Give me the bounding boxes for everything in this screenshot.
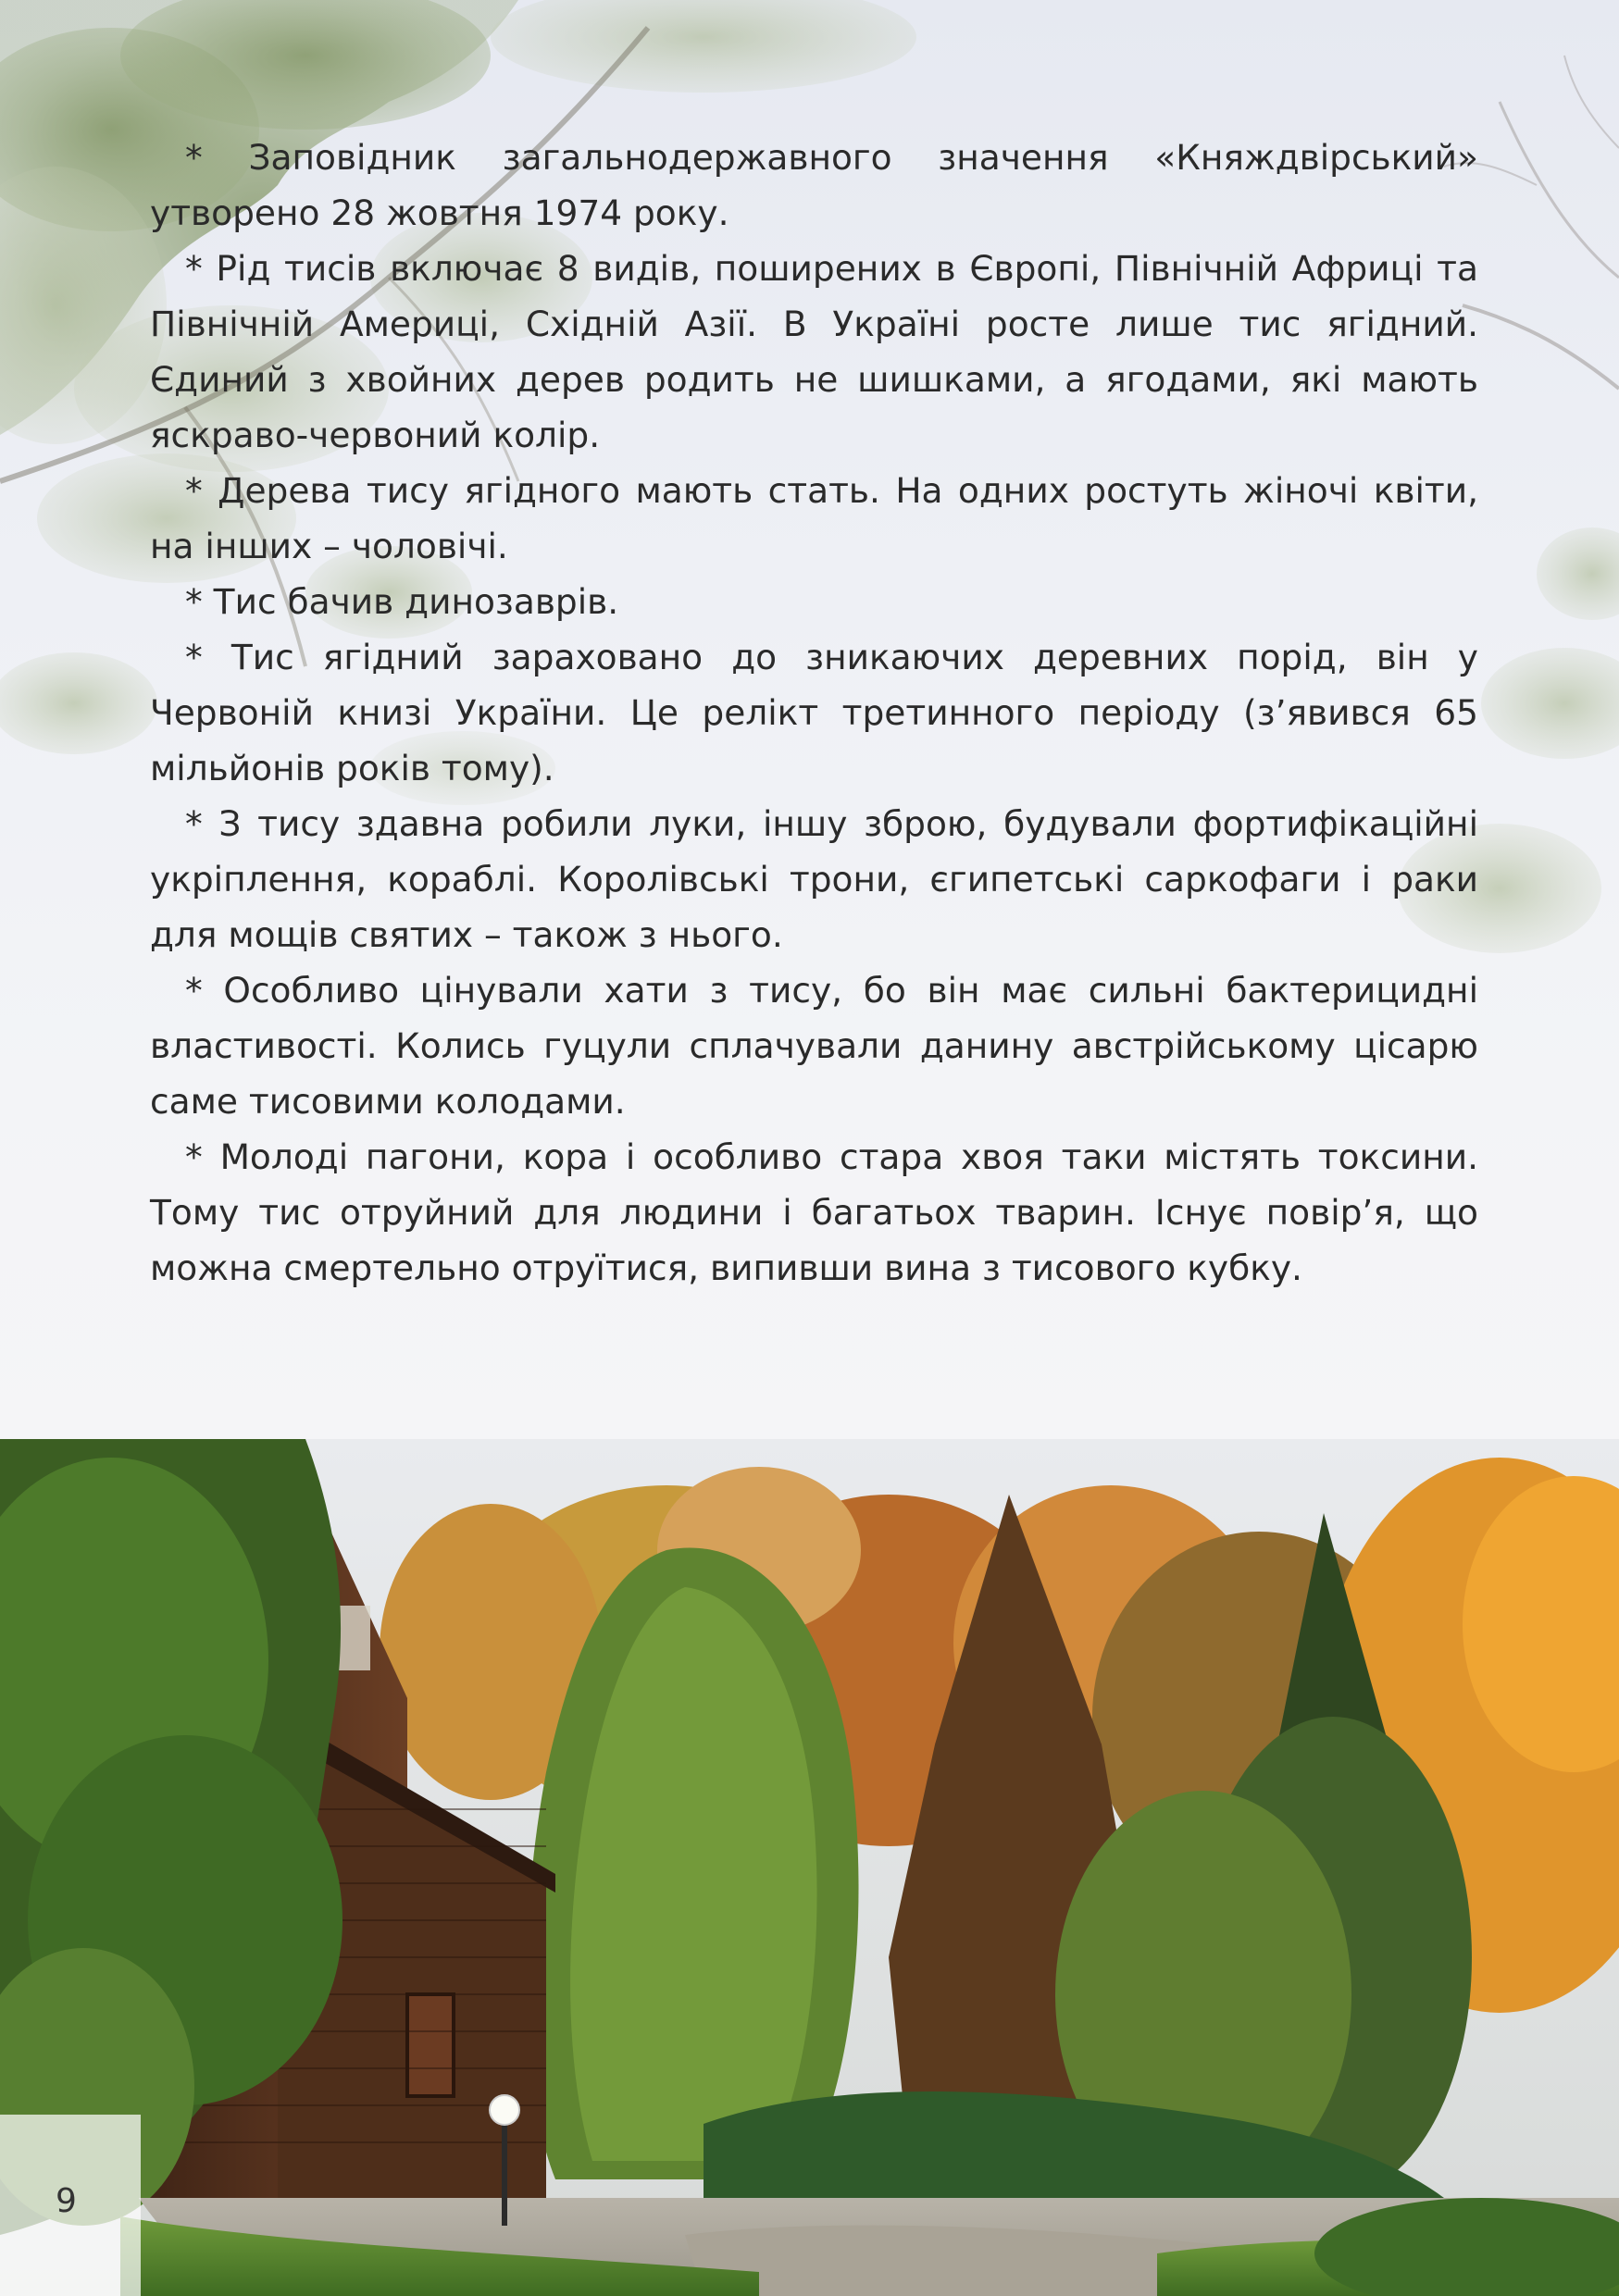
fact-paragraph: * Заповідник загальнодержавного значення «Княждвірський» утворено 28 жовтня 1974 року.	[150, 137, 1478, 233]
facts-text	[150, 130, 1478, 1296]
page-number: 9	[56, 2182, 77, 2220]
fact-paragraph: * Тис бачив динозаврів.	[185, 581, 619, 622]
fact-paragraph: * Рід тисів включає 8 видів, поширених в Європі, Північній Африці та Північній Америці, Східній Азії. В Україні росте лише тис ягідний. Єдиний з хвойних дерев родить не шишками, а ягодами, які мають яскраво-червоний колір.	[150, 248, 1478, 455]
fact-paragraph: * Дерева тису ягідного мають стать. На одних ростуть жіночі квіти, на інших – чоловічі.	[150, 470, 1478, 566]
fact-paragraph: * Молоді пагони, кора і особливо стара хвоя таки містять токсини. Тому тис отруйний для людини і багатьох тварин. Існує повір’я, що можна смертельно отруїтися, випивши вина з тисового кубку.	[150, 1136, 1478, 1288]
fact-paragraph: * Особливо цінували хати з тису, бо він має сильні бактерицидні властивості. Колись гуцули сплачували данину австрійському цісарю саме тисовими колодами.	[150, 970, 1478, 1122]
fact-paragraph: * З тису здавна робили луки, іншу зброю, будували фортифікаційні укріплення, кораблі. Королівські трони, єгипетські саркофаги і раки для мощів святих – також з нього.	[150, 803, 1478, 955]
autumn-park-photo	[0, 1439, 1619, 2296]
fact-paragraph: * Тис ягідний зараховано до зникаючих деревних порід, він у Червоній книзі України. Це релікт третинного періоду (з’явився 65 мільйонів років тому).	[150, 637, 1478, 788]
